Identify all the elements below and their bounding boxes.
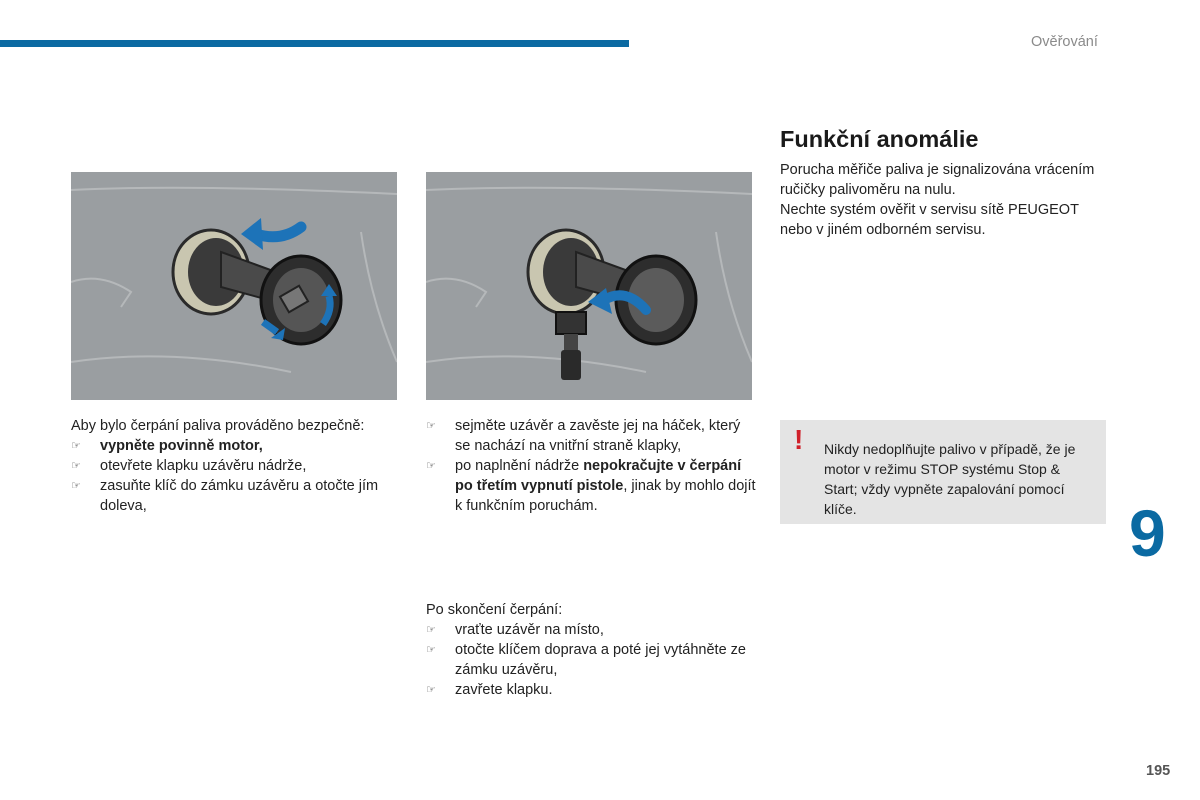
refuelling-steps-continued — [426, 416, 756, 516]
illustration-cap-removed — [426, 172, 752, 400]
after-refuelling-section — [426, 600, 756, 700]
refuelling-steps-list — [71, 436, 406, 516]
page-number: 195 — [1146, 763, 1171, 779]
refuelling-steps-list-2 — [426, 416, 756, 516]
list-item: ☞ vypněte povinně motor, — [71, 436, 406, 456]
anomaly-paragraph-2: Nechte systém ověřit v servisu sítě PEUGEOT nebo v jiném odborném servisu. — [780, 202, 1079, 238]
after-refuelling-intro: Po skončení čerpání: — [426, 602, 563, 618]
warning-box — [780, 420, 1106, 524]
exclamation-icon: ! — [794, 424, 804, 455]
list-item: ☞ zasuňte klíč do zámku uzávěru a otočte jím doleva, — [71, 476, 406, 516]
chapter-number: 9 — [1129, 496, 1166, 570]
after-refuelling-list — [426, 620, 756, 700]
list-item: ☞ vraťte uzávěr na místo, — [426, 620, 756, 640]
refuelling-safety-section — [71, 416, 406, 516]
illustration-open-flap-key — [71, 172, 397, 400]
list-item: ☞ otočte klíčem doprava a poté jej vytáhněte ze zámku uzávěru, — [426, 640, 756, 680]
warning-text: Nikdy nedoplňujte palivo v případě, že je motor v režimu STOP systému Stop & Start; vždy vypněte zapalování pomocí klíče. — [824, 441, 1076, 517]
top-accent-bar — [0, 40, 629, 47]
anomaly-heading: Funkční anomálie — [780, 126, 979, 152]
section-header: Ověřování — [1031, 34, 1098, 50]
refuelling-intro: Aby bylo čerpání paliva prováděno bezpečně: — [71, 418, 365, 434]
list-item: ☞ otevřete klapku uzávěru nádrže, — [71, 456, 406, 476]
anomaly-text — [780, 160, 1110, 240]
list-item: ☞ zavřete klapku. — [426, 680, 756, 700]
list-item: ☞ po naplnění nádrže nepokračujte v čerpání po třetím vypnutí pistole, jinak by mohlo dojít k funkčním poruchám. — [426, 456, 756, 516]
anomaly-paragraph-1: Porucha měřiče paliva je signalizována vrácením ručičky palivoměru na nulu. — [780, 162, 1095, 198]
list-item: ☞ sejměte uzávěr a zavěste jej na háček, který se nachází na vnitřní straně klapky, — [426, 416, 756, 456]
